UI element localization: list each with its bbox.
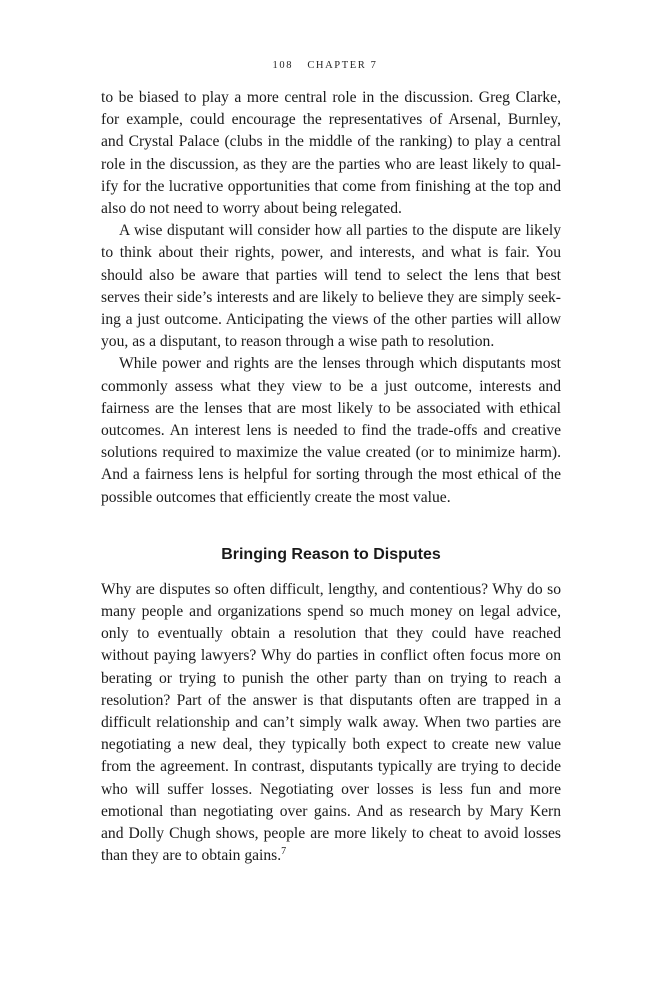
body-text: [101, 87, 561, 868]
section-heading: Bringing Reason to Disputes: [221, 545, 441, 563]
page-number: 108: [272, 60, 294, 71]
section-paragraph-1: [101, 579, 561, 868]
chapter-label: CHAPTER 7: [307, 60, 378, 71]
running-head: [0, 60, 650, 71]
section-paragraph-1-text: Why are disputes so often difficult, lengthy, and contentious? Why do so many people and organizations spend so much money on legal advice, only to eventually obtain a resolution that they could have reached without paying lawyers? Why do parties in conflict often focus more on berating or trying to punish the other party than on trying to reach a resolution? Part of the answer is that disputants often are trapped in a difficult relationship and can’t simply walk away. When two parties are negotiating a new deal, they typically both expect to create new value from the agreement. In contrast, disputants typically are trying to decide who will suffer losses. Negotiating over losses is less fun and more emotional than negotiating over gains. And as research by Mary Kern and Dolly Chugh shows, people are more likely to cheat to avoid losses than they are to obtain gains.: [101, 580, 561, 865]
footnote-reference[interactable]: 7: [281, 846, 287, 858]
paragraph-3: While power and rights are the lenses through which disputants most commonly assess what they view to be a just outcome, interests and fairness are the lenses that are most likely to be associated with ethical outcomes. An interest lens is needed to find the trade-offs and creative solutions required to maximize the value created (or to minimize harm). And a fairness lens is helpful for sorting through the most ethical of the possible outcomes that efficiently create the most value.: [101, 355, 561, 506]
paragraph-1: to be biased to play a more central role in the discussion. Greg Clarke, for example, could encourage the representatives of Arsenal, Burnley, and Crystal Palace (clubs in the middle of the ranking) to play a central role in the discussion, as they are the parties who are least likely to qualify for the lucrative opportunities that come from finishing at the top and also do not need to worry about being relegated.: [101, 89, 561, 218]
paragraph-2: A wise disputant will consider how all parties to the dispute are likely to think about their rights, power, and interests, and what is fair. You should also be aware that parties will tend to select the lens that best serves their side’s interests and are likely to believe they are simply seeking a just outcome. Anticipating the views of the other parties will allow you, as a disputant, to reason through a wise path to resolution.: [101, 222, 561, 351]
